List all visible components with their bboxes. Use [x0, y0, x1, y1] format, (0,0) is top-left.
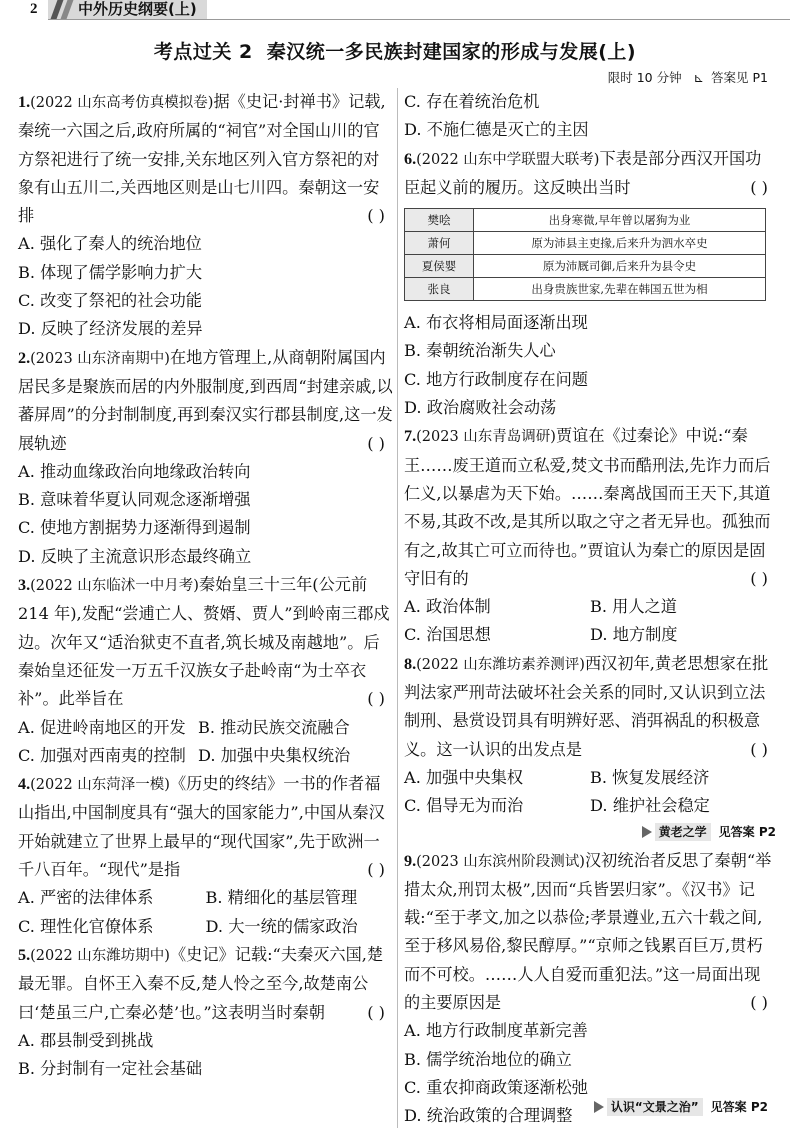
arrow-icon: [594, 1101, 604, 1113]
book-title: 中外历史纲要(上): [48, 0, 207, 19]
option-a[interactable]: A. 促进岭南地区的开发: [18, 717, 186, 737]
option-d[interactable]: D. 反映了经济发展的差异: [18, 319, 203, 339]
option-a[interactable]: A. 郡县制受到挑战: [18, 1030, 154, 1050]
option-b[interactable]: B. 推动民族交流融合: [198, 717, 350, 737]
question-number: 3.: [18, 576, 31, 595]
question-number: 7.: [404, 427, 417, 446]
marker-tag: 黄老之学: [655, 823, 711, 841]
question-5: [18, 941, 393, 1083]
option-b[interactable]: B. 儒学统治地位的确立: [404, 1049, 572, 1069]
table-cell-desc: 原为沛厩司御,后来升为县令史: [474, 255, 766, 278]
option-b[interactable]: B. 秦朝统治渐失人心: [404, 341, 556, 361]
marker-answer: 见答案 P2: [710, 1100, 768, 1114]
title-main: 秦汉统一多民族封建国家的形成与发展(上): [266, 41, 637, 63]
answer-blank[interactable]: ( ): [367, 1002, 385, 1022]
question-source: (2022 山东高考仿真模拟卷): [30, 95, 214, 111]
table-cell-name: 樊哙: [405, 209, 474, 232]
option-b[interactable]: B. 精细化的基层管理: [205, 888, 358, 908]
answer-blank[interactable]: ( ): [367, 206, 385, 226]
page-number: 2: [30, 1, 38, 17]
question-stem: 在地方管理上,从商朝附属国内居民多是聚族而居的内外服制度,到西周“封建亲戚,以蕃屏周”的分封制制度,再到秦汉实行郡县制度,这一发展轨迹: [18, 347, 393, 453]
table-row: [405, 232, 766, 255]
check-icon: ⊾: [693, 70, 705, 85]
topic-marker-footer[interactable]: [594, 1098, 768, 1116]
question-number: 1.: [18, 93, 31, 111]
table-cell-desc: 出身寒微,早年曾以屠狗为业: [474, 209, 766, 232]
question-number: 4.: [18, 775, 31, 794]
question-stem: 汉初统治者反思了秦朝“举措太众,刑罚太极”,因而“兵皆罢归家”。《汉书》记载:“至于孝文,加之以恭俭;孝景遵业,五六十载之间,至于移风易俗,黎民醇厚。”“京师之钱累百巨万,贯朽而不可校。……人人自爱而重犯法。”这一局面出现的主要原因是: [404, 850, 772, 1013]
table-cell-name: 萧何: [405, 232, 474, 255]
option-a[interactable]: A. 推动血缘政治向地缘政治转向: [18, 461, 251, 481]
option-d[interactable]: D. 维护社会稳定: [590, 796, 710, 816]
question-9: [404, 847, 776, 1131]
answer-blank[interactable]: ( ): [367, 860, 385, 880]
arrow-icon: [642, 826, 652, 838]
answer-reference: 答案见 P1: [711, 70, 768, 85]
option-d[interactable]: D. 反映了主流意识形态最终确立: [18, 546, 252, 566]
question-source: (2022 山东菏泽一模): [30, 777, 170, 794]
page-header: [0, 0, 790, 20]
option-c[interactable]: C. 使地方割据势力逐渐得到遏制: [18, 518, 251, 538]
question-source: (2023 山东济南期中): [30, 350, 170, 367]
option-b[interactable]: B. 用人之道: [590, 597, 677, 617]
topic-marker[interactable]: [404, 823, 776, 841]
question-source: (2022 山东临沭一中月考): [30, 578, 199, 595]
question-stem: 据《史记·封禅书》记载,秦统一六国之后,政府所属的“祠官”对全国山川的官方祭祀进行了统一安排,关东地区列入官方祭祀的对象有山五川二,关西地区则是山七川四。秦朝这一安排: [18, 92, 386, 226]
option-c[interactable]: C. 理性化官僚体系: [18, 916, 154, 936]
option-a[interactable]: A. 地方行政制度革新完善: [404, 1021, 588, 1041]
answer-blank[interactable]: ( ): [750, 568, 768, 588]
answer-blank[interactable]: ( ): [367, 689, 385, 709]
option-c[interactable]: C. 加强对西南夷的控制: [18, 745, 186, 765]
table-cell-name: 张良: [405, 278, 474, 301]
question-stem: 贾谊在《过秦论》中说:“秦王……废王道而立私爱,焚文书而酷刑法,先诈力而后仁义,以暴虐为天下始。……秦离战国而王天下,其道不易,其政不改,是其所以取之守之者无异也。孤独而有之,故其亡可立而待也。”贾谊认为秦亡的原因是固守旧有的: [404, 426, 771, 588]
marker-tag: 认识“文景之治”: [607, 1098, 703, 1116]
option-d[interactable]: D. 政治腐败社会动荡: [404, 398, 557, 418]
option-c[interactable]: C. 地方行政制度存在问题: [404, 369, 588, 389]
table-row: [405, 209, 766, 232]
option-b[interactable]: B. 分封制有一定社会基础: [18, 1059, 203, 1079]
question-number: 8.: [404, 654, 417, 673]
option-a[interactable]: A. 强化了秦人的统治地位: [18, 234, 202, 254]
left-column: [18, 88, 393, 1083]
answer-blank[interactable]: ( ): [750, 993, 768, 1013]
option-c[interactable]: C. 存在着统治危机: [404, 92, 540, 111]
answer-blank[interactable]: ( ): [750, 177, 768, 197]
option-a[interactable]: A. 加强中央集权: [404, 767, 524, 787]
question-number: 5.: [18, 945, 31, 964]
question-stem: 西汉初年,黄老思想家在批判法家严刑苛法破坏社会关系的同时,又认识到立法制刑、悬赏设罚具有明辨好恶、消弭祸乱的积极意义。这一认识的出发点是: [404, 653, 769, 759]
option-a[interactable]: A. 严密的法律体系: [18, 888, 154, 908]
table-row: [405, 255, 766, 278]
marker-answer: 见答案 P2: [718, 824, 776, 839]
header-rule: [48, 19, 790, 20]
question-8: [404, 650, 776, 821]
right-column: [404, 88, 776, 1131]
question-4: [18, 770, 393, 941]
option-c[interactable]: C. 倡导无为而治: [404, 796, 524, 816]
option-d[interactable]: D. 加强中央集权统治: [198, 745, 351, 765]
question-6: [404, 145, 776, 423]
question-1: [18, 88, 393, 344]
time-limit: 限时 10 分钟: [607, 70, 682, 85]
option-d[interactable]: D. 统治政策的合理调整: [404, 1106, 573, 1126]
question-stem: 《历史的终结》一书的作者福山指出,中国制度具有“强大的国家能力”,中国从秦汉开始就建立了世界上最早的“现代国家”,先于欧洲一千八百年。“现代”是指: [18, 774, 385, 880]
title-prefix: 考点过关 2: [153, 41, 253, 63]
question-7: [404, 422, 776, 649]
option-d[interactable]: D. 地方制度: [590, 625, 678, 645]
answer-blank[interactable]: ( ): [750, 739, 768, 759]
question-source: (2023 山东青岛调研): [416, 429, 556, 446]
option-d[interactable]: D. 大一统的儒家政治: [205, 916, 358, 936]
table-cell-desc: 原为沛县主吏掾,后来升为泗水卒史: [474, 232, 766, 255]
question-number: 2.: [18, 348, 31, 367]
question-stem: 《史记》记载:“夫秦灭六国,楚最无罪。自怀王入秦不反,楚人怜之至今,故楚南公曰‘楚虽三户,亡秦必楚’也。”这表明当时秦朝: [18, 944, 384, 1022]
page-title: [0, 37, 790, 64]
question-stem: 秦始皇三十三年(公元前 214 年),发配“尝逋亡人、赘婿、贾人”到岭南三郡戍边。次年又“适治狱吏不直者,筑长城及南越地”。后秦始皇还征发一万五千汉族女子赴岭南“为士卒衣补”。此举旨在: [18, 575, 390, 709]
question-source: (2022 山东潍坊期中): [30, 947, 170, 964]
option-c[interactable]: C. 治国思想: [404, 625, 491, 645]
option-b[interactable]: B. 体现了儒学影响力扩大: [18, 262, 203, 282]
option-b[interactable]: B. 恢复发展经济: [590, 767, 710, 787]
question-source: (2022 山东中学联盟大联考): [416, 151, 600, 168]
table-cell-desc: 出身贵族世家,先辈在韩国五世为相: [474, 278, 766, 301]
question-2: [18, 344, 393, 571]
answer-blank[interactable]: ( ): [367, 433, 385, 453]
question-stem: 下表是部分西汉开国功臣起义前的履历。这反映出当时: [404, 148, 762, 197]
column-divider: [397, 88, 398, 1128]
question-source: (2023 山东滨州阶段测试): [416, 853, 585, 870]
question-3: [18, 571, 393, 770]
option-d[interactable]: D. 不施仁德是灭亡的主因: [404, 120, 589, 140]
time-limit-bar: [608, 68, 768, 86]
question-number: 9.: [404, 851, 417, 870]
table-row: [405, 278, 766, 301]
option-a[interactable]: A. 政治体制: [404, 597, 491, 617]
table-cell-name: 夏侯婴: [405, 255, 474, 278]
option-b[interactable]: B. 意味着华夏认同观念逐渐增强: [18, 490, 251, 510]
option-a[interactable]: A. 布衣将相局面逐渐出现: [404, 313, 588, 333]
option-c[interactable]: C. 改变了祭祀的社会功能: [18, 291, 202, 311]
question-source: (2022 山东潍坊素养测评): [416, 656, 585, 673]
option-c[interactable]: C. 重农抑商政策逐渐松弛: [404, 1077, 588, 1097]
question-number: 6.: [404, 149, 417, 168]
career-table: [404, 208, 766, 301]
